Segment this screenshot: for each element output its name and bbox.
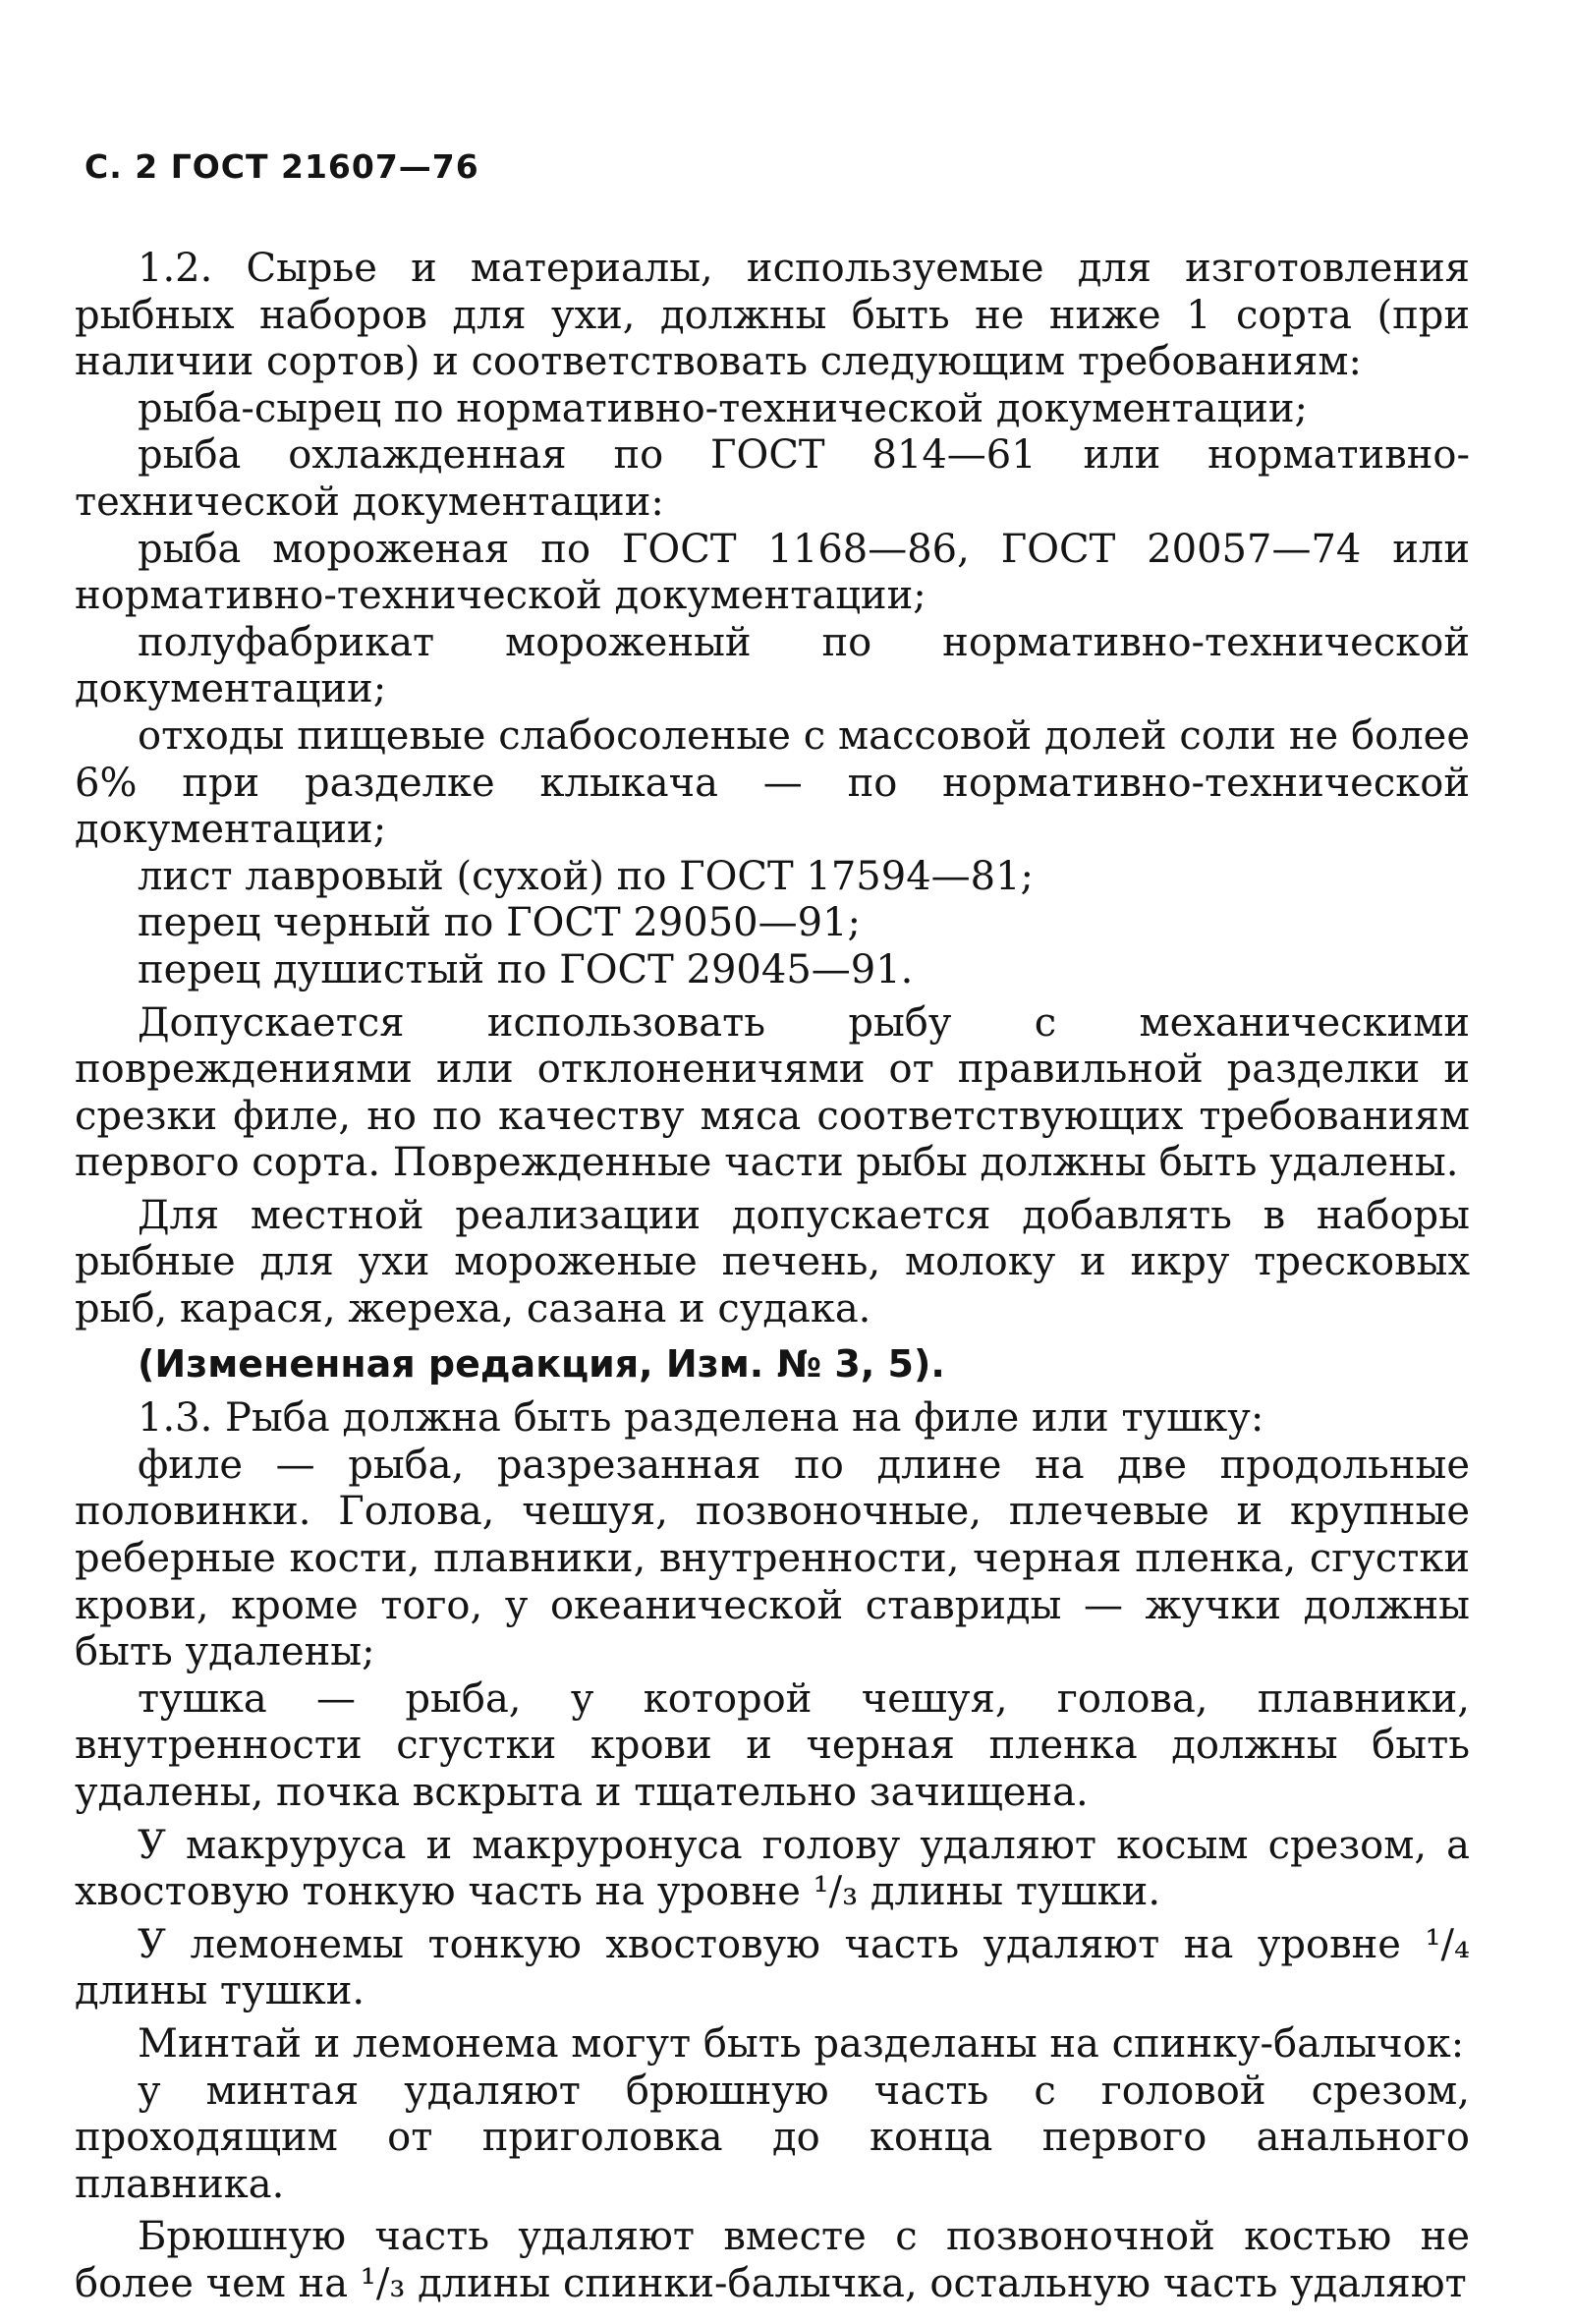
- paragraph-pollock: Минтай и лемонема могут быть разделаны на спинку-балычок:: [138, 2020, 1465, 2067]
- paragraph-pollock-belly: у минтая удаляют брюшную часть с головой срезом, проходящим от приголовка до конца первого анального плавника.: [75, 2068, 1470, 2207]
- paragraph-lemonema: У лемонемы тонкую хвостовую часть удаляют на уровне ¹/₄ длины тушки.: [75, 1921, 1470, 2014]
- list-item-semi-finished: полуфабрикат мороженый по нормативно-технической документации;: [75, 619, 1470, 712]
- list-item-chilled-fish: рыба охлажденная по ГОСТ 814—61 или нормативно-технической документации:: [75, 432, 1470, 525]
- paragraph-belly-removal: Брюшную часть удаляют вместе с позвоночной костью не более чем на ¹/₃ длины спинки-балычка, остальную часть удаляют: [75, 2214, 1470, 2306]
- paragraph-1-3: 1.3. Рыба должна быть разделена на филе или тушку:: [138, 1395, 1264, 1442]
- amendment-note: (Измененная редакция, Изм. № 3, 5).: [138, 1341, 945, 1386]
- list-item-allspice: перец душистый по ГОСТ 29045—91.: [138, 946, 914, 992]
- definition-carcass: тушка — рыба, у которой чешуя, голова, плавники, внутренности сгустки крови и черная пленка должны быть удалены, почка вскрыта и тщательно зачищена.: [75, 1675, 1470, 1815]
- list-item-bay-leaf: лист лавровый (сухой) по ГОСТ 17594—81;: [138, 853, 1035, 899]
- list-item-frozen-fish: рыба мороженая по ГОСТ 1168—86, ГОСТ 20057—74 или нормативно-технической документации;: [75, 526, 1470, 619]
- paragraph-macrourus: У макруруса и макруронуса голову удаляют косым срезом, а хвостовую тонкую часть на уровне ¹/₃ длины тушки.: [75, 1822, 1470, 1915]
- paragraph-damaged-fish: Допускается использовать рыбу с механическими повреждениями или отклоненичями от правильной разделки и срезки филе, но по качеству мяса соответствующих требованиям первого сорта. Поврежденные части рыбы должны быть удалены.: [75, 999, 1470, 1186]
- paragraph-1-2: 1.2. Сырье и материалы, используемые для изготовления рыбных наборов для ухи, должны быть не ниже 1 сорта (при наличии сортов) и соответствовать следующим требованиям:: [75, 246, 1470, 385]
- list-item-raw-fish: рыба-сырец по нормативно-технической документации;: [138, 385, 1309, 431]
- running-head: С. 2 ГОСТ 21607—76: [84, 147, 479, 186]
- paragraph-local-sale: Для местной реализации допускается добавлять в наборы рыбные для ухи мороженые печень, молоку и икру тресковых рыб, карася, жереха, сазана и судака.: [75, 1192, 1470, 1332]
- body-text: [75, 246, 1470, 2308]
- definition-fillet: филе — рыба, разрезанная по длине на две продольные половинки. Голова, чешуя, позвоночные, плечевые и крупные реберные кости, плавники, внутренности, черная пленка, сгустки крови, кроме того, у океанической ставриды — жучки должны быть удалены;: [75, 1442, 1470, 1675]
- list-item-food-waste: отходы пищевые слабосоленые с массовой долей соли не более 6% при разделке клыкача — по нормативно-технической документации;: [75, 712, 1470, 853]
- list-item-black-pepper: перец черный по ГОСТ 29050—91;: [138, 900, 861, 946]
